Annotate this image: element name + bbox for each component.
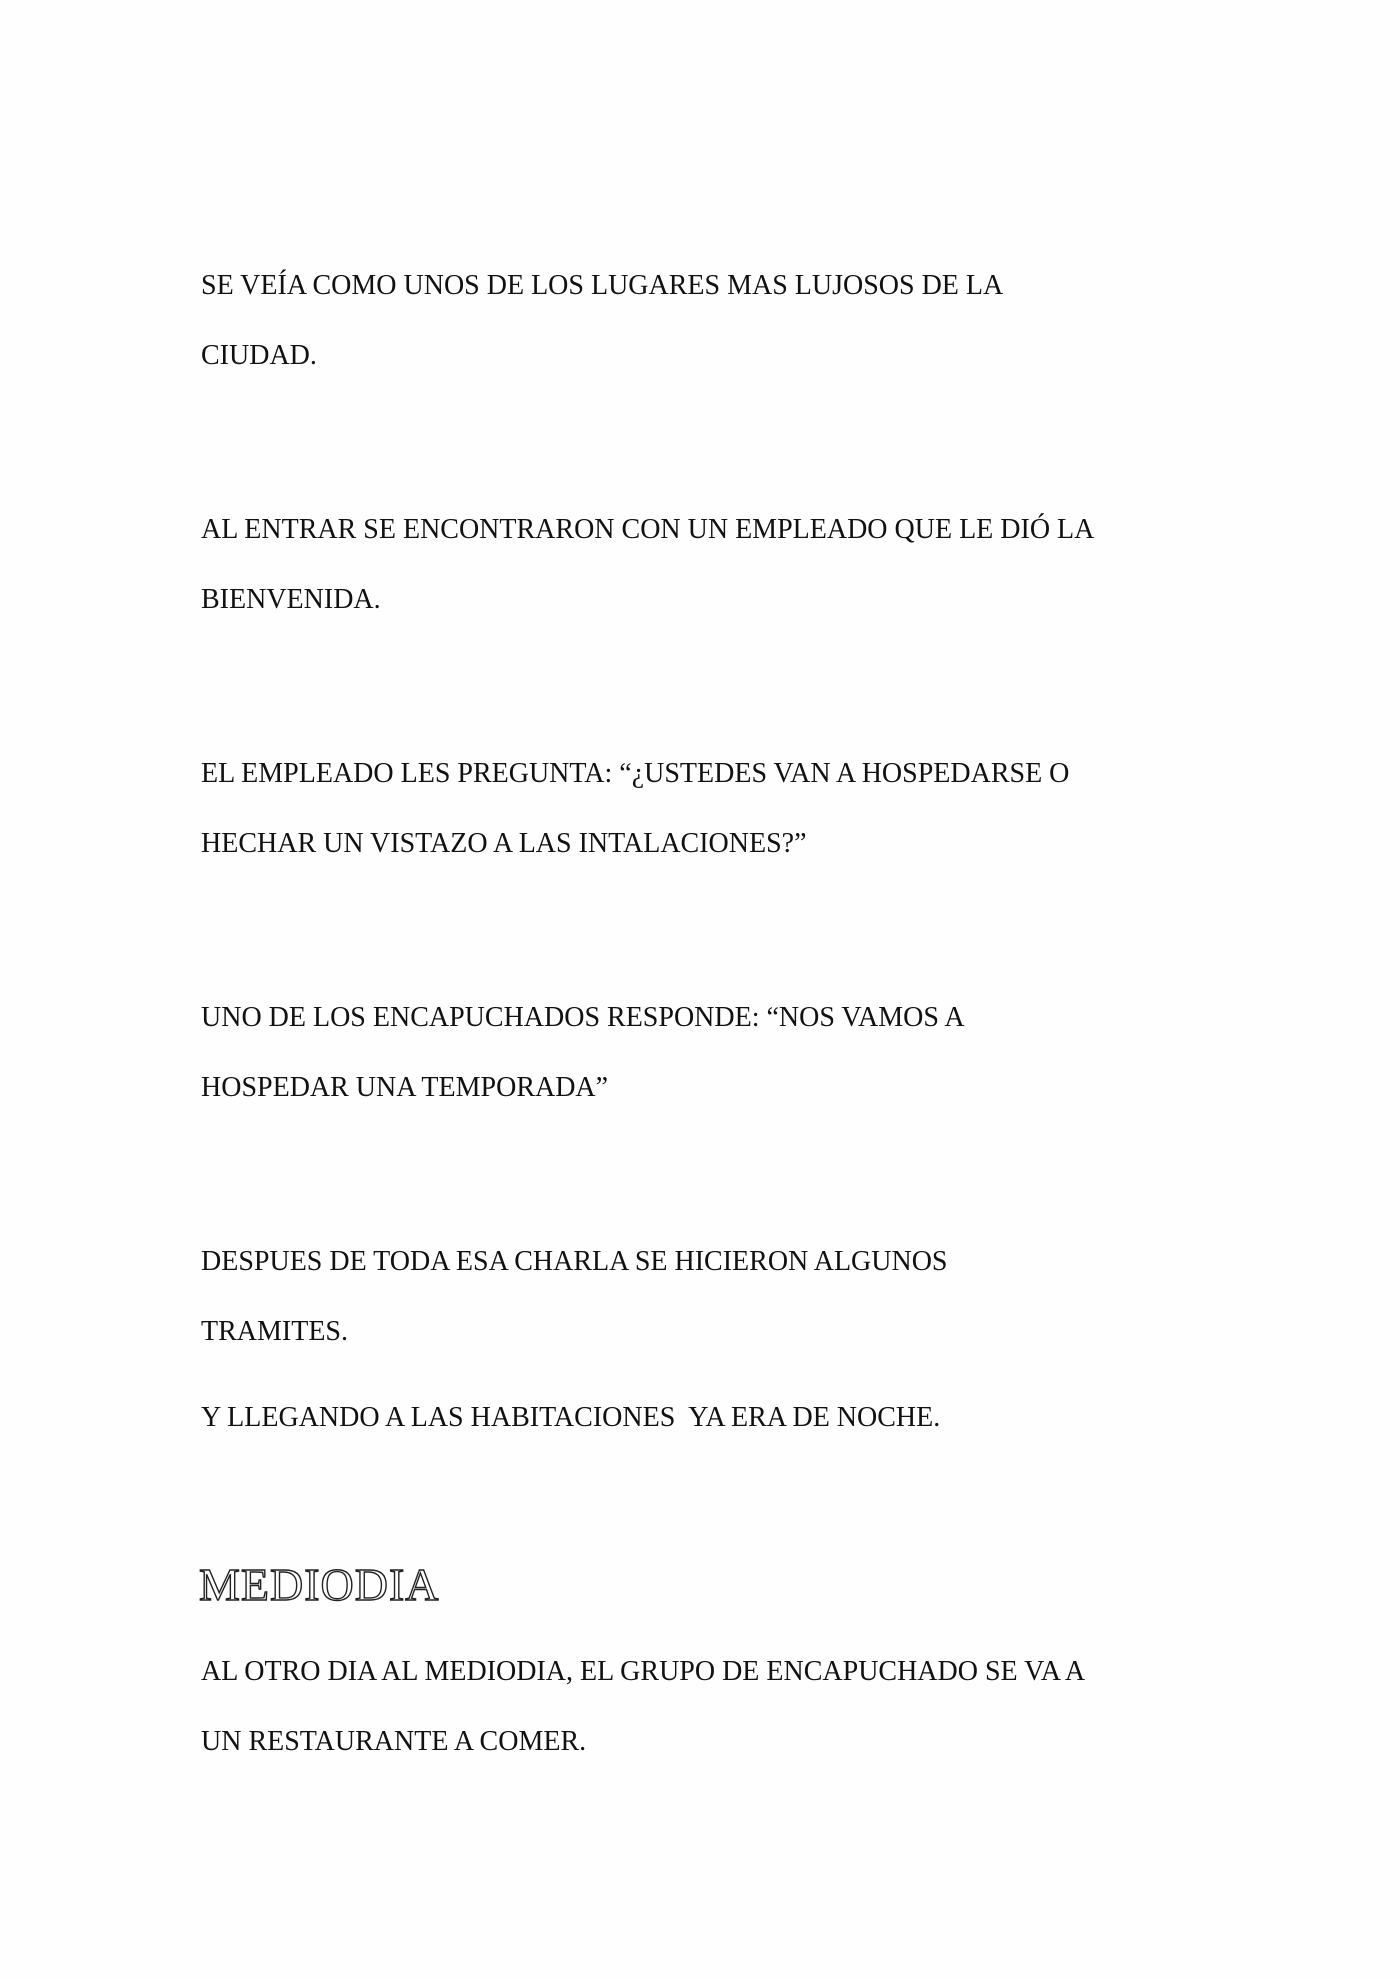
section-heading: MEDIODIA [199, 1559, 440, 1610]
paragraph-6-line-1: Y LLEGANDO A LAS HABITACIONES YA ERA DE NOCHE. [201, 1402, 941, 1433]
paragraph-2-line-1: AL ENTRAR SE ENCONTRARON CON UN EMPLEADO QUE LE DIÓ LA [201, 514, 1095, 545]
section-paragraph-line-2: UN RESTAURANTE A COMER. [201, 1726, 587, 1757]
section-paragraph-line-1: AL OTRO DIA AL MEDIODIA, EL GRUPO DE ENCAPUCHADO SE VA A [201, 1656, 1086, 1687]
paragraph-1-line-1: SE VEÍA COMO UNOS DE LOS LUGARES MAS LUJOSOS DE LA [201, 270, 1004, 301]
paragraph-3-line-2: HECHAR UN VISTAZO A LAS INTALACIONES?” [201, 828, 807, 859]
paragraph-2-line-2: BIENVENIDA. [201, 584, 381, 615]
paragraph-5-line-1: DESPUES DE TODA ESA CHARLA SE HICIERON ALGUNOS [201, 1246, 948, 1277]
paragraph-3-line-1: EL EMPLEADO LES PREGUNTA: “¿USTEDES VAN A HOSPEDARSE O [201, 758, 1070, 789]
paragraph-5-line-2: TRAMITES. [201, 1316, 348, 1347]
paragraph-1-line-2: CIUDAD. [201, 340, 317, 371]
paragraph-4-line-1: UNO DE LOS ENCAPUCHADOS RESPONDE: “NOS VAMOS A [201, 1002, 965, 1033]
paragraph-4-line-2: HOSPEDAR UNA TEMPORADA” [201, 1072, 609, 1103]
